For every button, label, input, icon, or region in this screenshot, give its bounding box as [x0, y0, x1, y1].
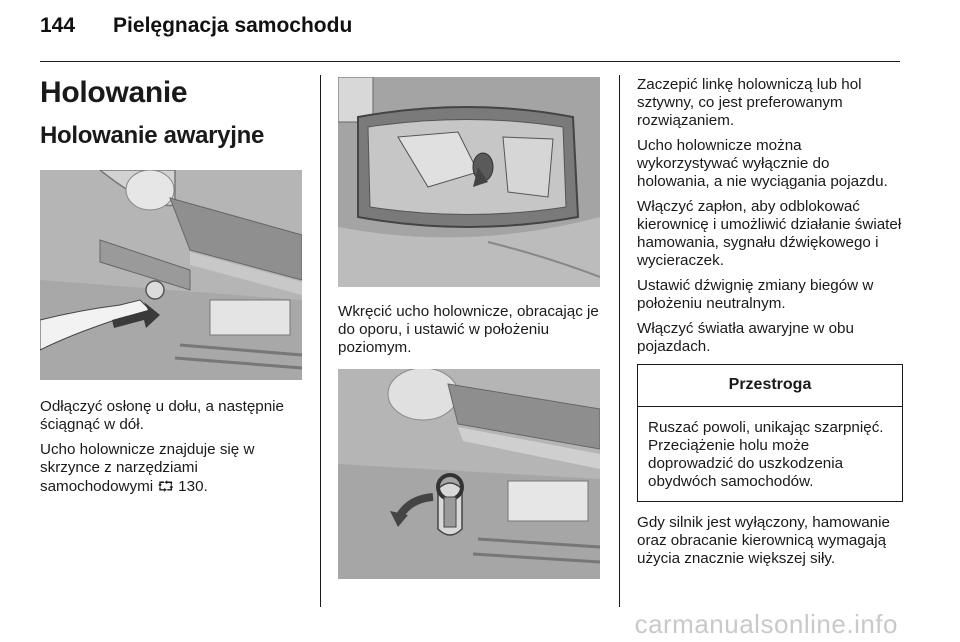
subsection-title: Holowanie awaryjne: [40, 122, 265, 149]
chapter-title: Pielęgnacja samochodu: [113, 14, 353, 37]
paragraph-text: Ucho holownicze znajduje się w skrzynce z narzędziami samochodowymi: [40, 441, 255, 495]
section-title: Holowanie: [40, 76, 188, 109]
paragraph: Ustawić dźwignię zmiany biegów w położeniu neutralnym.: [637, 277, 874, 312]
warning-title: Przestroga: [638, 365, 902, 407]
page-header: [40, 14, 352, 44]
watermark: carmanualsonline.info: [634, 609, 898, 639]
tow-eye-compartment-illustration: [338, 77, 600, 287]
paragraph: Gdy silnik jest wyłączony, hamowanie oraz obracanie kierownicą wymagają użycia znacznie większej siły.: [637, 514, 890, 567]
paragraph: Zaczepić linkę holowniczą lub hol sztywny, co jest preferowanym rozwiązaniem.: [637, 76, 862, 129]
tow-eye-installation-illustration: [338, 369, 600, 579]
paragraph: Odłączyć osłonę u dołu, a następnie ściągnąć w dół.: [40, 398, 285, 433]
warning-text: Ruszać powoli, unikając szarpnięć. Przeciążenie holu może doprowadzić do uszkodzenia obydwóch samochodów.: [648, 419, 884, 490]
page-number: 144: [40, 14, 76, 37]
paragraph: Ucho holownicze można wykorzystywać wyłącznie do holowania, a nie wyciągania pojazdu.: [637, 137, 888, 190]
paragraph: Włączyć światła awaryjne w obu pojazdach.: [637, 320, 854, 355]
column-divider-1: [320, 75, 321, 607]
column-3: [637, 70, 903, 575]
warning-box: [637, 364, 903, 502]
reference-page: 130.: [178, 478, 208, 495]
header-divider: [40, 61, 900, 62]
paragraph: Włączyć zapłon, aby odblokować kierownicę i umożliwić działanie świateł hamowania, sygnału dźwiękowego i wycieraczek.: [637, 198, 902, 269]
paragraph: Wkręcić ucho holownicze, obracając je do oporu, i ustawić w położeniu poziomym.: [338, 303, 599, 356]
paragraph: [40, 441, 302, 496]
column-divider-2: [619, 75, 620, 607]
bumper-cover-illustration: [40, 170, 302, 380]
column-1: [40, 70, 302, 503]
page-reference-icon: ⮔: [157, 478, 174, 494]
column-2: [338, 70, 600, 579]
